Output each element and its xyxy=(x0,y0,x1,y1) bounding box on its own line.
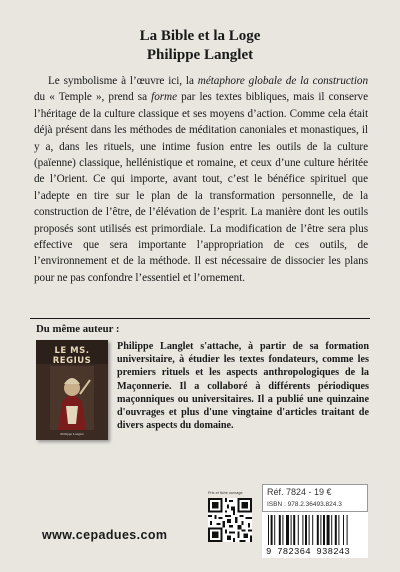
isbn-number: ISBN : 978.2.36493.824.3 xyxy=(267,501,342,508)
summary-text xyxy=(34,73,368,286)
cover-header xyxy=(0,27,400,65)
summary-emphasis-1: métaphore globale de la construction xyxy=(197,75,368,87)
also-by-label: Du même auteur : xyxy=(36,323,120,335)
summary-part-2: du « Temple », prend sa xyxy=(34,91,152,104)
barcode-digits: 9 782364 938243 xyxy=(266,547,351,557)
summary-part-1: Le symbolisme à l’œuvre ici, la xyxy=(48,75,198,87)
barcode xyxy=(262,512,368,558)
book-author: Philippe Langlet xyxy=(146,47,254,63)
summary-emphasis-2: forme xyxy=(151,91,178,104)
reference-price: Réf. 7824 - 19 € xyxy=(267,487,332,497)
related-book-author: Philippe Langlet xyxy=(60,432,84,436)
price-box xyxy=(262,484,368,512)
section-divider xyxy=(30,318,370,319)
qr-caption: Prix et fiche ouvrage xyxy=(208,491,243,495)
publisher-website[interactable]: www.cepadues.com xyxy=(42,528,168,542)
book-illustration xyxy=(50,366,94,430)
book-title: La Bible et la Loge xyxy=(139,28,261,44)
summary-part-3: par les textes bibliques, mais il conserve l’héritage de la culture classique et ses moyens d’action. Comme cela était déjà présent dans les méthodes de méditation canoniales et monastiques, il y a, dans les rituels, une intime fusion entre les outils de la culture (païenne) classique, hellénistique et romaine, et ceux d’une culture héritée de l’Orient. Ce qui importe, avant tout, c’est le bénéfice spirituel que l’adepte en tire sur le plan de la transformation personnelle, de la construction de l’être, de l’élévation de l’esprit. La manière dont les outils proposés sont utilisés est primordiale. La modification de l’être sera plus effective que sera importante l’appropriation de ces outils, de l’environnement et de la méthode. Il est nécessaire de dissocier les plans pour ne pas confondre l’essentiel et l’ornement. xyxy=(34,91,368,284)
barcode-icon xyxy=(262,512,368,548)
qr-section xyxy=(208,491,252,547)
related-book-cover[interactable] xyxy=(36,340,108,440)
qr-code-icon[interactable] xyxy=(208,498,252,542)
author-bio: Philippe Langlet s'attache, à partir de sa formation universitaire, à étudier les textes fondateurs, comme les premiers rituels et les aspects anthropologiques de la Maçonnerie. Il a collaboré à différents périodiques maçonniques ou universitaires. Il a publié une quinzaine d'ouvrages et plus d'une vingtaine d'articles traitant de divers aspects du domaine. xyxy=(117,341,369,432)
related-book-title: LE MS. REGIUS xyxy=(52,346,92,366)
